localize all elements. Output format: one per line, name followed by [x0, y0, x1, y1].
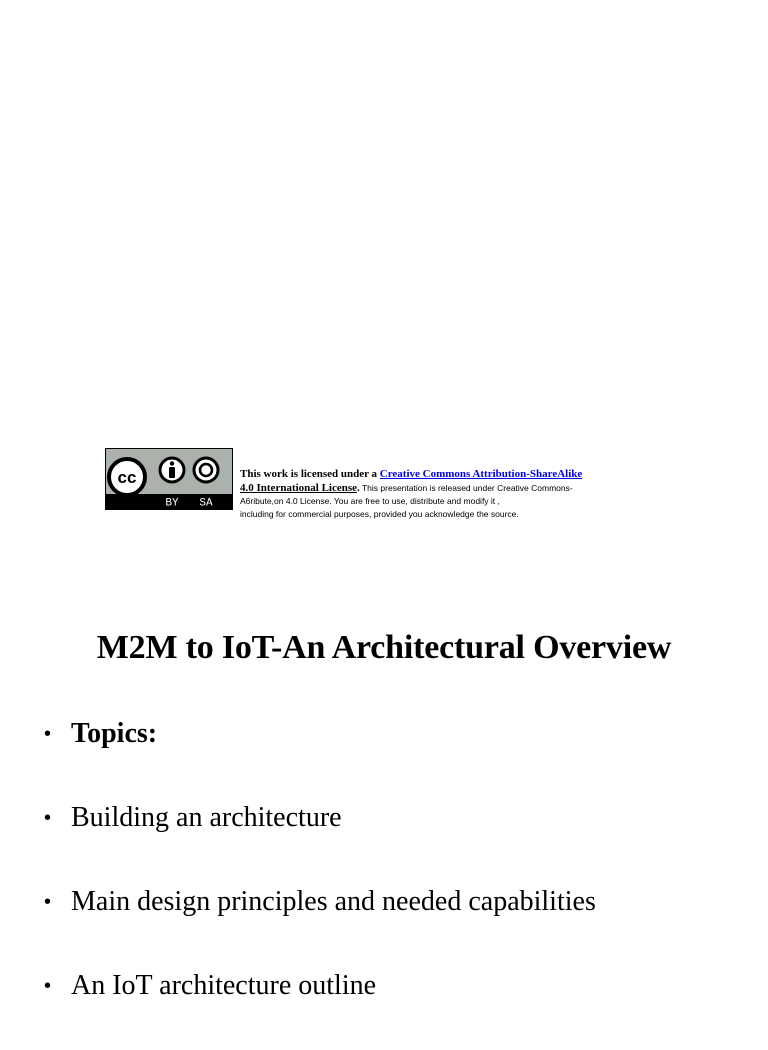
cc-icon — [109, 459, 145, 495]
list-item — [44, 882, 744, 966]
share-alike-icon — [194, 458, 218, 482]
topics-heading: Topics: — [71, 718, 158, 749]
list-item — [44, 798, 744, 882]
cc-by-sa-badge[interactable] — [105, 448, 233, 510]
svg-text:cc: cc — [117, 468, 137, 487]
license-note-line1: This presentation is released under Creative Commons- — [359, 483, 573, 493]
license-prefix: This work is licensed under a — [240, 468, 380, 480]
list-item — [44, 966, 744, 1050]
slide-title: M2M to IoT-An Architectural Overview — [96, 629, 672, 666]
license-note-line3: including for commercial purposes, provided you acknowledge the source. — [240, 509, 519, 519]
license-block — [105, 448, 665, 528]
sa-label: SA — [199, 497, 213, 510]
topic-text: Building an architecture — [71, 802, 342, 833]
topic-text: Main design principles and needed capabilities — [71, 886, 596, 917]
bullet-icon: • — [44, 891, 52, 913]
list-item — [44, 714, 744, 798]
license-note-line2: A6ribute,on 4.0 License. You are free to use, distribute and modify it , — [240, 496, 500, 506]
attribution-icon — [160, 458, 184, 482]
topics-list — [44, 714, 744, 1050]
license-period: . — [357, 482, 360, 494]
license-link-line2[interactable]: 4.0 International License — [240, 482, 358, 494]
license-text — [240, 467, 665, 521]
bullet-icon: • — [44, 807, 52, 829]
bullet-icon: • — [44, 975, 52, 997]
topic-text: An IoT architecture outline — [71, 970, 377, 1001]
license-link-line1[interactable]: Creative Commons Attribution-ShareAlike — [379, 468, 583, 480]
bullet-icon: • — [44, 723, 52, 745]
by-label: BY — [165, 497, 179, 510]
